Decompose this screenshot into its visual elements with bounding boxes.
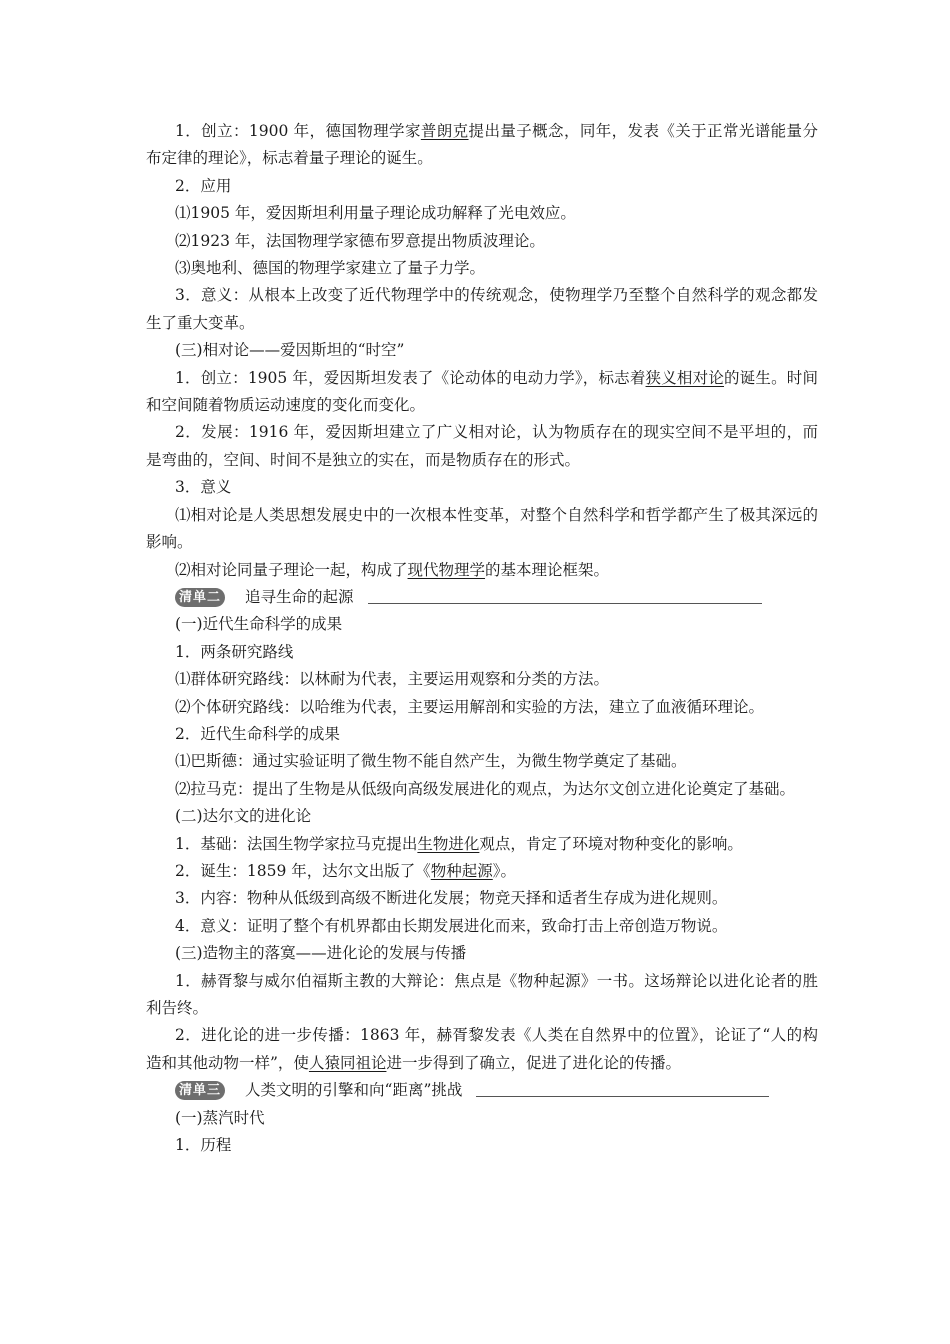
relativity-heading: (三)相对论——爱因斯坦的“时空” [175,341,405,360]
life-item: ⑵拉马克：提出了生物是从低级向高级发展进化的观点，为达尔文创立进化论奠定了基础。 [175,779,796,798]
life-item: ⑴巴斯德：通过实验证明了微生物不能自然产生，为微生物学奠定了基础。 [175,752,687,771]
underlined-term: 人猿同祖论 [308,1053,387,1072]
underlined-term: 狭义相对论 [645,368,725,387]
quantum-application-1: ⑴1905 年，爱因斯坦利用量子理论成功解释了光电效应。 [175,204,576,223]
steam-item: 1．历程 [175,1136,232,1154]
quantum-application-2: ⑵1923 年，法国物理学家德布罗意提出物质波理论。 [175,231,545,250]
underlined-term: 物种起源 [430,861,493,880]
quantum-application-3: ⑶奥地利、德国的物理学家建立了量子力学。 [175,259,486,278]
relativity-development: 2．发展：1916 年，爱因斯坦建立了广义相对论，认为物质存在的现实空间不是平坦的，而是弯曲的，空间、时间不是独立的实在，而是物质存在的形式。 [146,423,818,469]
section-rule [476,1096,769,1097]
life-heading-2: (二)达尔文的进化论 [175,807,312,826]
relativity-significance-heading: 3．意义 [175,478,232,497]
quantum-significance: 3．意义：从根本上改变了近代物理学中的传统观念，使物理学乃至整个自然科学的观念都发生了重大变革。 [146,286,818,332]
underlined-term: 现代物理学 [407,560,486,579]
list-badge: 清单三 [175,1081,225,1100]
life-item: ⑵个体研究路线：以哈维为代表，主要运用解剖和实验的方法，建立了血液循环理论。 [175,697,765,716]
life-heading-3: (三)造物主的落寞——进化论的发展与传播 [175,944,467,963]
section-title: 人类文明的引擎和向“距离”挑战 [245,1081,463,1100]
section-header-list3 [146,1077,818,1104]
evolution-debate: 1．赫胥黎与威尔伯福斯主教的大辩论：焦点是《物种起源》一书。这场辩论以进化论者的胜利告终。 [146,971,818,1017]
evolution-basis: 1．基础：法国生物学家拉马克提出生物进化观点，肯定了环境对物种变化的影响。 [175,834,743,853]
section-rule [368,603,762,604]
steam-heading: (一)蒸汽时代 [175,1108,265,1127]
quantum-founding: 1．创立：1900 年，德国物理学家普朗克提出量子概念，同年，发表《关于正常光谱能量分布定律的理论》，标志着量子理论的诞生。 [146,122,818,168]
life-heading-1: (一)近代生命科学的成果 [175,615,343,634]
underlined-term: 生物进化 [417,834,480,853]
relativity-founding: 1．创立：1905 年，爱因斯坦发表了《论动体的电动力学》，标志着狭义相对论的诞生。时间和空间随着物质运动速度的变化而变化。 [146,368,818,415]
evolution-spread: 2．进化论的进一步传播：1863 年，赫胥黎发表《人类在自然界中的位置》，论证了“人的构造和其他动物一样”，使人猿同祖论进一步得到了确立，促进了进化论的传播。 [146,1026,818,1072]
document-page [146,118,818,1159]
evolution-significance: 4．意义：证明了整个有机界都由长期发展进化而来，致命打击上帝创造万物说。 [175,916,728,935]
life-item: 2．近代生命科学的成果 [175,724,340,743]
underlined-term: 普朗克 [420,122,469,140]
life-item: ⑴群体研究路线：以林耐为代表，主要运用观察和分类的方法。 [175,670,610,689]
life-item: 1．两条研究路线 [175,642,294,661]
quantum-application-heading: 2．应用 [175,176,232,195]
evolution-birth: 2．诞生：1859 年，达尔文出版了《物种起源》。 [175,861,517,880]
evolution-content: 3．内容：物种从低级到高级不断进化发展；物竞天择和适者生存成为进化规则。 [175,889,728,908]
relativity-significance-1: ⑴相对论是人类思想发展史中的一次根本性变革，对整个自然科学和哲学都产生了极其深远的影响。 [146,505,818,552]
relativity-significance-2: ⑵相对论同量子理论一起，构成了现代物理学的基本理论框架。 [175,560,610,579]
list-badge: 清单二 [175,588,225,607]
section-title: 追寻生命的起源 [245,587,354,606]
section-header-list2 [146,584,818,611]
